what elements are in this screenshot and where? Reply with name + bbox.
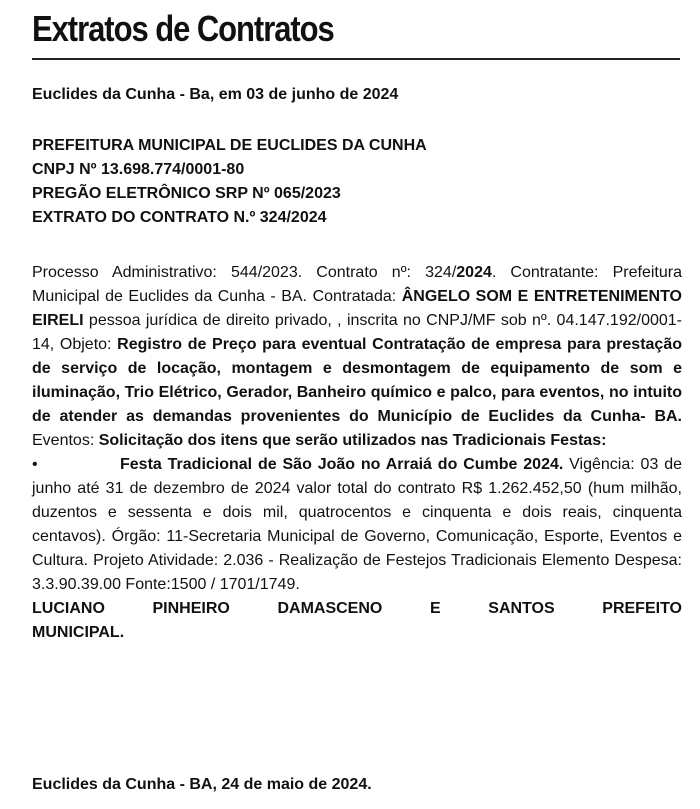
body-eventos: Solicitação dos itens que serão utilizados nas Tradicionais Festas:	[98, 432, 607, 449]
body-contratante: . Contratante: Prefeitura Municipal de Euclides da Cunha - BA. Contratada:	[32, 264, 682, 305]
body-contratada: ÂNGELO SOM E ENTRETENIMENTO EIRELI	[32, 288, 683, 329]
footer-date: Euclides da Cunha - BA, 24 de maio de 2024.	[32, 776, 372, 793]
contract-header	[32, 134, 427, 230]
bullet-icon: •	[32, 456, 38, 473]
body-objeto: Registro de Preço para eventual Contratação de empresa para prestação de serviço de locação, montagem e desmontagem de equipamento de som e iluminação, Trio Elétrico, Gerador, Banheiro químico e palco, para eventos, no intuito de atender as demandas provenientes do Município de Euclides da Cunha- BA.	[32, 336, 682, 425]
header-extrato: EXTRATO DO CONTRATO N.º 324/2024	[32, 209, 327, 226]
body-eventos-label: Eventos:	[32, 432, 99, 449]
body-processo: Processo Administrativo: 544/2023. Contrato nº: 324/	[32, 264, 457, 281]
header-cnpj: CNPJ Nº 13.698.774/0001-80	[32, 161, 245, 178]
dateline: Euclides da Cunha - Ba, em 03 de junho de 2024	[32, 86, 399, 103]
signature-title: MUNICIPAL.	[32, 624, 125, 641]
body-festa: Festa Tradicional de São João no Arraiá do Cumbe 2024.	[120, 456, 564, 473]
body-cnpj: pessoa jurídica de direito privado, , inscrita no CNPJ/MF sob nº. 04.147.192/0001-14, Objeto:	[32, 312, 682, 353]
body-year: 2024	[456, 264, 492, 281]
header-pregao: PREGÃO ELETRÔNICO SRP Nº 065/2023	[32, 185, 341, 202]
document-page	[32, 0, 683, 793]
section-title: Extratos de Contratos	[32, 8, 334, 49]
bullet-item	[32, 453, 682, 597]
contract-body	[32, 261, 682, 645]
body-vigencia: Vigência: 03 de junho até 31 de dezembro de 2024 valor total do contrato R$ 1.262.452,50 (hum milhão, duzentos e sessenta e dois mil, quatrocentos e cinquenta e dois reais, cinquenta centavos). Órgão: 11-Secretaria Municipal de Governo, Comunicação, Esporte, Eventos e Cultura. Projeto Atividade: 2.036 - Realização de Festejos Tradicionais Elemento Despesa: 3.3.90.39.00 Fonte:1500 / 1701/1749.	[32, 456, 682, 593]
header-prefeitura: PREFEITURA MUNICIPAL DE EUCLIDES DA CUNHA	[32, 137, 427, 154]
title-rule	[32, 58, 680, 60]
signature-line: LUCIANO PINHEIRO DAMASCENO E SANTOS PREFEITO	[32, 600, 682, 617]
